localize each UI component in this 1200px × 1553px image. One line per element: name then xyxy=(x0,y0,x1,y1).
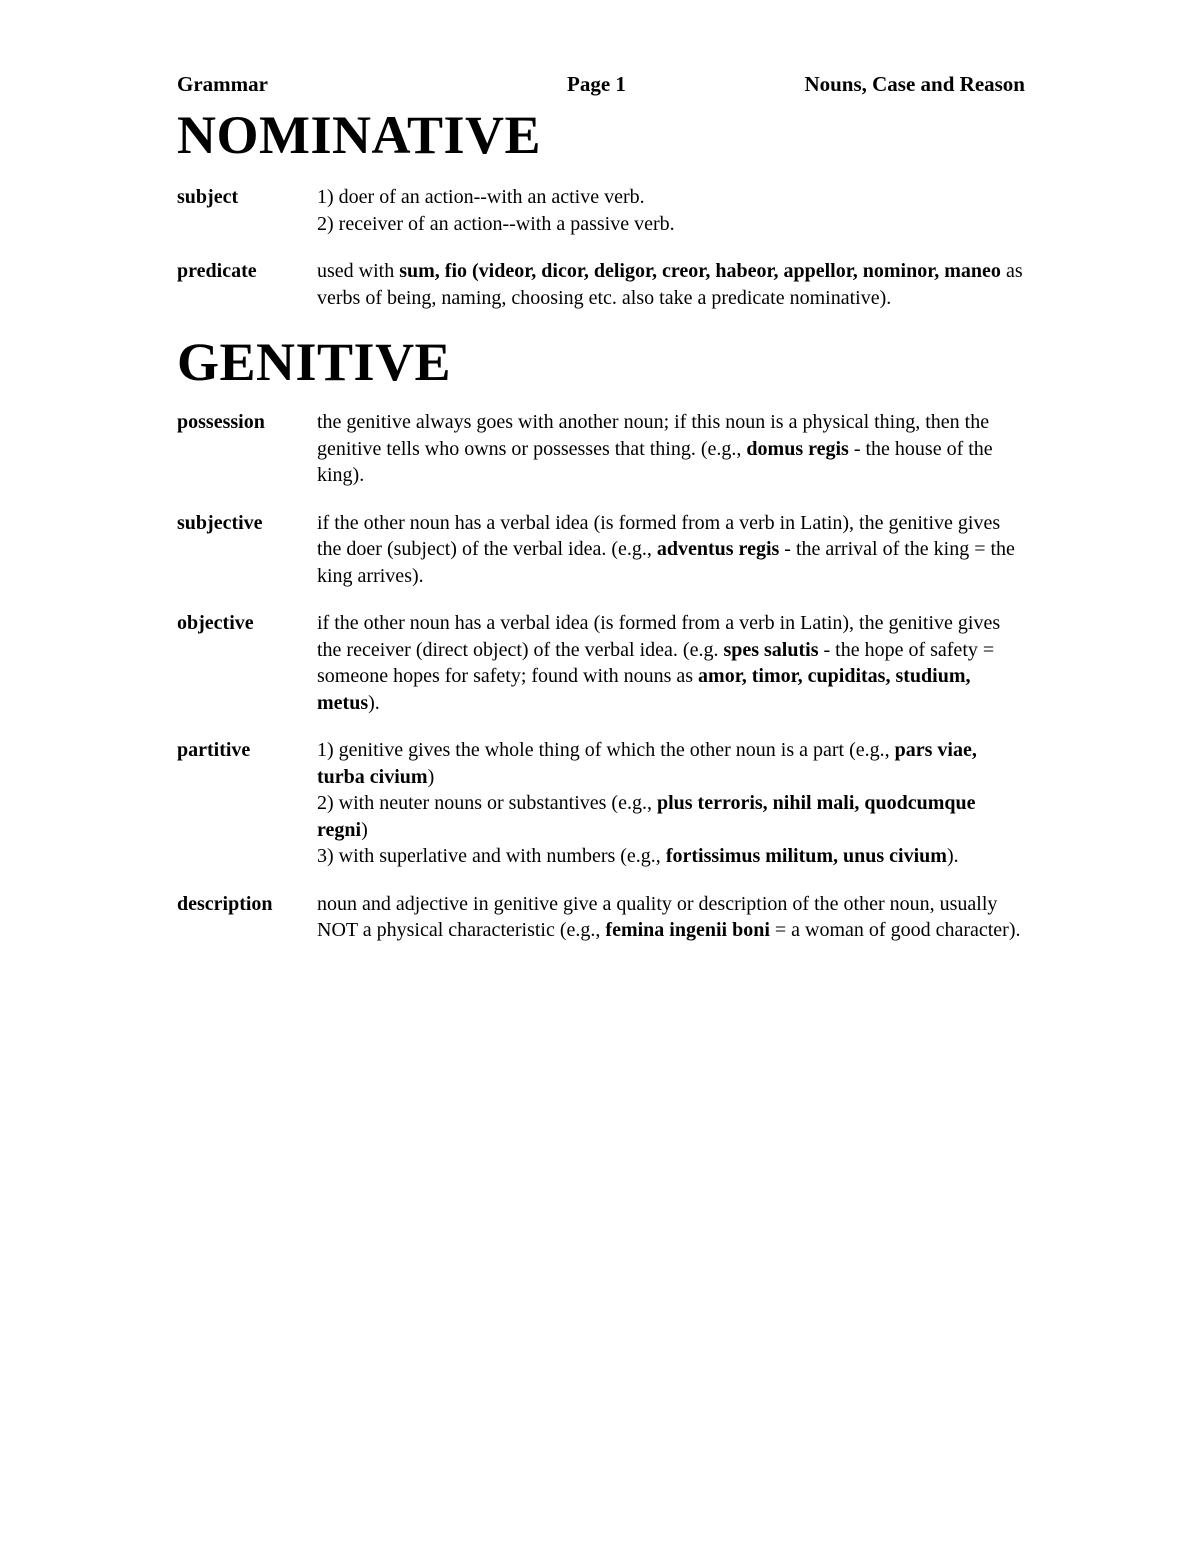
latin-example: domus regis xyxy=(746,437,849,460)
entry-term: objective xyxy=(177,612,254,634)
entry-predicate xyxy=(177,258,1027,311)
entry-subject xyxy=(177,184,1027,237)
definition-line xyxy=(317,843,1027,870)
definition-text: if the other noun has a verbal idea (is formed from a verb in Latin), the genitive gives the doer (subject) of the verbal idea. (e.g., xyxy=(317,511,1001,560)
definition-line xyxy=(317,737,1027,790)
definition-text: 3) with superlative and with numbers (e.g., xyxy=(317,845,666,867)
header-right-title: Nouns, Case and Reason xyxy=(804,72,1025,96)
entry-subjective xyxy=(177,510,1027,590)
entry-description xyxy=(177,891,1027,944)
entry-definition xyxy=(317,184,1027,237)
entry-definition xyxy=(317,737,1027,870)
entry-definition xyxy=(317,409,1027,489)
entry-definition xyxy=(317,510,1027,590)
definition-text: used with xyxy=(317,260,400,282)
definition-text: the genitive always goes with another noun; if this noun is a physical thing, then the genitive tells who owns or possesses that thing. (e.g., xyxy=(317,411,990,460)
entry-term: subjective xyxy=(177,511,263,534)
latin-example: adventus regis xyxy=(656,538,780,560)
definition-text: = a woman of good character). xyxy=(769,919,1021,941)
definition-text: ). xyxy=(368,691,380,714)
definition-text: ). xyxy=(946,845,959,867)
entry-objective xyxy=(177,610,1027,716)
definition-text: - the arrival of the king = the king arrives). xyxy=(317,538,1015,587)
entry-definition xyxy=(317,610,1027,716)
latin-example: pars viae, turba civium xyxy=(317,739,977,788)
latin-example: plus terroris, nihil mali, quodcumque regni xyxy=(317,792,976,841)
latin-example: sum, fio (videor, dicor, deligor, creor, habeor, appellor, nominor, maneo xyxy=(399,260,1001,282)
entry-term: description xyxy=(177,892,273,915)
nominative-heading: NOMINATIVE xyxy=(177,105,542,165)
definition-text: 1) genitive gives the whole thing of which the other noun is a part (e.g., xyxy=(317,739,895,761)
entry-definition xyxy=(317,891,1027,944)
entry-term: partitive xyxy=(177,739,251,761)
definition-line: 1) doer of an action--with an active verb. xyxy=(317,186,645,208)
definition-text: - the house of the king). xyxy=(317,437,993,486)
genitive-heading: GENITIVE xyxy=(177,332,452,392)
header-page-number: Page 1 xyxy=(567,72,626,96)
header-left-title: Grammar xyxy=(177,72,268,96)
entry-possession xyxy=(177,409,1027,489)
latin-example: spes salutis xyxy=(723,638,819,661)
latin-example: fortissimus militum, unus civium xyxy=(665,845,947,867)
entry-term: subject xyxy=(177,186,239,208)
running-header xyxy=(177,70,1027,102)
definition-text: noun and adjective in genitive give a quality or description of the other noun, usually NOT a physical characteristic (e.g., xyxy=(317,892,998,941)
definition-text: ) xyxy=(427,765,435,788)
definition-text: 2) with neuter nouns or substantives (e.g., xyxy=(317,792,657,814)
definition-line xyxy=(317,790,1027,843)
entry-definition xyxy=(317,258,1027,311)
entry-term: predicate xyxy=(177,260,257,282)
definition-text: if the other noun has a verbal idea (is formed from a verb in Latin), the genitive gives the receiver (direct object) of the verbal idea. (e.g. xyxy=(317,612,1001,661)
entry-term: possession xyxy=(177,411,265,433)
definition-text: ) xyxy=(361,818,368,841)
entry-partitive xyxy=(177,737,1027,870)
definition-text: - the hope of safety = someone hopes for safety; found with nouns as xyxy=(317,638,995,687)
definition-text: as verbs of being, naming, choosing etc. also take a predicate nominative). xyxy=(317,260,1023,309)
latin-example: femina ingenii boni xyxy=(605,919,770,941)
document-page xyxy=(177,70,1027,965)
latin-example: amor, timor, cupiditas, studium, metus xyxy=(317,665,971,714)
definition-line: 2) receiver of an action--with a passive verb. xyxy=(317,212,675,235)
